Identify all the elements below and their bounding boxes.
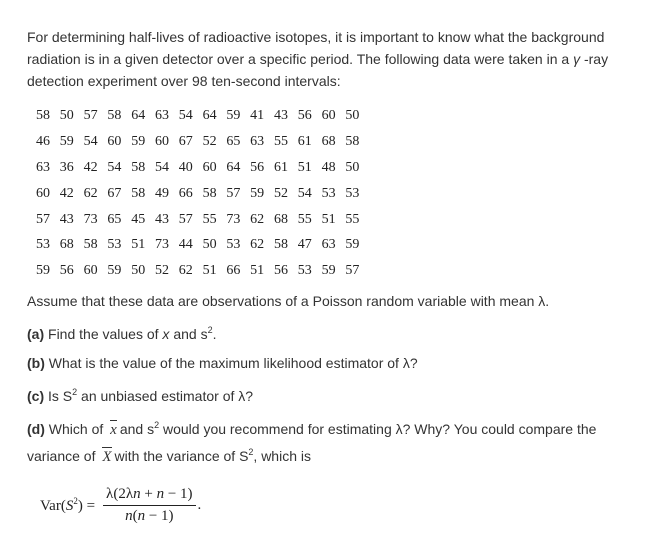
data-cell: 62 (178, 263, 193, 279)
var-s: s (200, 326, 208, 343)
data-cell: 58 (131, 185, 146, 201)
data-cell: 55 (202, 211, 217, 227)
data-cell: 57 (345, 263, 360, 279)
superscript-2: 2 (207, 325, 213, 336)
question-d-text-2: and (119, 421, 144, 438)
data-cell: 49 (154, 185, 169, 201)
data-row (36, 207, 369, 233)
data-cell: 67 (178, 133, 193, 149)
data-cell: 50 (345, 159, 360, 175)
data-cell: 66 (178, 185, 193, 201)
superscript-2: 2 (248, 447, 254, 458)
data-cell: 59 (131, 133, 146, 149)
data-cell: 60 (202, 159, 217, 175)
data-cell: 44 (178, 237, 193, 253)
gamma-symbol: γ (573, 51, 581, 67)
data-cell: 63 (250, 133, 265, 149)
formula-fraction (103, 486, 196, 525)
data-cell: 60 (107, 133, 122, 149)
data-cell: 56 (273, 263, 288, 279)
var-S: S (62, 388, 73, 405)
data-cell: 58 (131, 159, 146, 175)
data-cell: 58 (107, 107, 122, 123)
data-cell: 56 (250, 159, 265, 175)
data-cell: 50 (202, 237, 217, 253)
data-cell: 63 (321, 237, 336, 253)
data-cell: 64 (202, 107, 217, 123)
Xbar-symbol: X (102, 449, 112, 466)
data-cell: 50 (131, 263, 146, 279)
question-a-label: (a) (27, 326, 45, 343)
data-cell: 63 (36, 159, 50, 175)
data-cell: 55 (273, 133, 288, 149)
data-cell: 52 (202, 133, 217, 149)
data-cell: 58 (345, 133, 360, 149)
formula-period: . (197, 497, 202, 514)
data-cell: 60 (154, 133, 169, 149)
assumption-text: Assume that these data are observations of a Poisson random variable with mean λ. (27, 293, 550, 310)
formula-numerator: λ(2λn + n − 1) (103, 486, 196, 506)
data-row (36, 155, 369, 181)
question-d-text-1: Which of (48, 421, 104, 438)
data-cell: 73 (83, 211, 98, 227)
var-s: s (147, 421, 155, 438)
data-cell: 61 (297, 133, 312, 149)
var-x: x (162, 326, 170, 343)
data-cell: 58 (83, 237, 98, 253)
data-cell: 42 (59, 185, 74, 201)
data-cell: 45 (131, 211, 146, 227)
data-cell: 48 (321, 159, 336, 175)
superscript-2: 2 (154, 420, 160, 431)
data-cell: 51 (321, 211, 336, 227)
data-cell: 51 (297, 159, 312, 175)
question-b-label: (b) (27, 355, 45, 372)
question-d-text-5: , which is (253, 448, 311, 465)
question-b (27, 352, 627, 374)
data-cell: 40 (178, 159, 193, 175)
question-c-text-after: an unbiased estimator of λ? (81, 388, 254, 405)
data-row (36, 258, 369, 284)
data-cell: 55 (345, 211, 360, 227)
data-cell: 53 (36, 237, 50, 253)
data-cell: 57 (178, 211, 193, 227)
data-cell: 43 (154, 211, 169, 227)
data-cell: 43 (59, 211, 74, 227)
data-cell: 43 (273, 107, 288, 123)
question-c-label: (c) (27, 388, 45, 405)
data-cell: 54 (107, 159, 122, 175)
data-cell: 62 (83, 185, 98, 201)
data-cell: 53 (345, 185, 360, 201)
problem-content (27, 26, 627, 525)
data-cell: 64 (226, 159, 241, 175)
data-cell: 62 (250, 211, 265, 227)
data-row (36, 181, 369, 207)
question-a-text: Find the values of (48, 326, 159, 343)
question-c-text-before: Is (48, 388, 59, 405)
data-row (36, 232, 369, 258)
question-d-label: (d) (27, 421, 45, 438)
intro-paragraph (27, 26, 627, 92)
formula-lhs: $Var(S^2)$ = (40, 496, 96, 515)
data-cell: 46 (36, 133, 50, 149)
data-cell: 51 (250, 263, 265, 279)
data-cell: 53 (107, 237, 122, 253)
data-table (36, 103, 369, 284)
data-cell: 60 (83, 263, 98, 279)
data-cell: 54 (178, 107, 193, 123)
data-cell: 57 (36, 211, 50, 227)
data-cell: 36 (59, 159, 74, 175)
period: . (212, 326, 217, 343)
data-cell: 42 (83, 159, 98, 175)
xbar-symbol: x (110, 422, 117, 439)
data-cell: 59 (107, 263, 122, 279)
data-cell: 50 (345, 107, 360, 123)
var-S: S (239, 448, 249, 465)
data-cell: 61 (273, 159, 288, 175)
data-cell: 52 (273, 185, 288, 201)
data-cell: 51 (202, 263, 217, 279)
data-cell: 62 (250, 237, 265, 253)
data-cell: 63 (154, 107, 169, 123)
data-cell: 57 (226, 185, 241, 201)
data-cell: 73 (226, 211, 241, 227)
data-cell: 56 (297, 107, 312, 123)
data-cell: 59 (345, 237, 360, 253)
intro-text-after: -ray detection experiment over 98 ten-second intervals: (27, 51, 609, 89)
data-cell: 58 (202, 185, 217, 201)
data-cell: 55 (297, 211, 312, 227)
data-cell: 53 (321, 185, 336, 201)
data-cell: 67 (107, 185, 122, 201)
data-cell: 66 (226, 263, 241, 279)
data-cell: 68 (321, 133, 336, 149)
data-cell: 68 (273, 211, 288, 227)
data-cell: 53 (297, 263, 312, 279)
data-cell: 68 (59, 237, 74, 253)
data-cell: 57 (83, 107, 98, 123)
data-cell: 59 (226, 107, 241, 123)
data-cell: 65 (107, 211, 122, 227)
question-c (27, 381, 627, 407)
data-cell: 73 (154, 237, 169, 253)
question-d-text-4: with the variance of (114, 448, 236, 465)
data-cell: 59 (59, 133, 74, 149)
conj-and: and (173, 326, 197, 343)
data-cell: 50 (59, 107, 74, 123)
data-cell: 53 (226, 237, 241, 253)
data-cell: 51 (131, 237, 146, 253)
question-b-text: What is the value of the maximum likelihood estimator of λ? (48, 355, 418, 372)
data-cell: 54 (83, 133, 98, 149)
data-cell: 58 (273, 237, 288, 253)
data-cell: 54 (297, 185, 312, 201)
formula-denominator: n(n − 1) (125, 508, 174, 525)
data-cell: 41 (250, 107, 265, 123)
data-cell: 59 (36, 263, 50, 279)
data-cell: 56 (59, 263, 74, 279)
data-row (36, 129, 369, 155)
data-cell: 65 (226, 133, 241, 149)
question-a (27, 319, 627, 345)
data-cell: 59 (321, 263, 336, 279)
intro-text-before: For determining half-lives of radioactive isotopes, it is important to know what the background radiation is in a given detector over a specific period. The following data were taken in a (27, 29, 605, 67)
variance-formula (40, 486, 627, 525)
question-d (27, 414, 627, 468)
data-cell: 59 (250, 185, 265, 201)
data-cell: 58 (36, 107, 50, 123)
data-cell: 60 (36, 185, 50, 201)
question-d-text-3: would you recommend for estimating λ? Why? You could compare the variance of (27, 421, 597, 465)
data-row (36, 103, 369, 129)
data-cell: 52 (154, 263, 169, 279)
data-cell: 54 (154, 159, 169, 175)
data-cell: 47 (297, 237, 312, 253)
superscript-2: 2 (72, 387, 78, 398)
data-cell: 60 (321, 107, 336, 123)
data-cell: 64 (131, 107, 146, 123)
